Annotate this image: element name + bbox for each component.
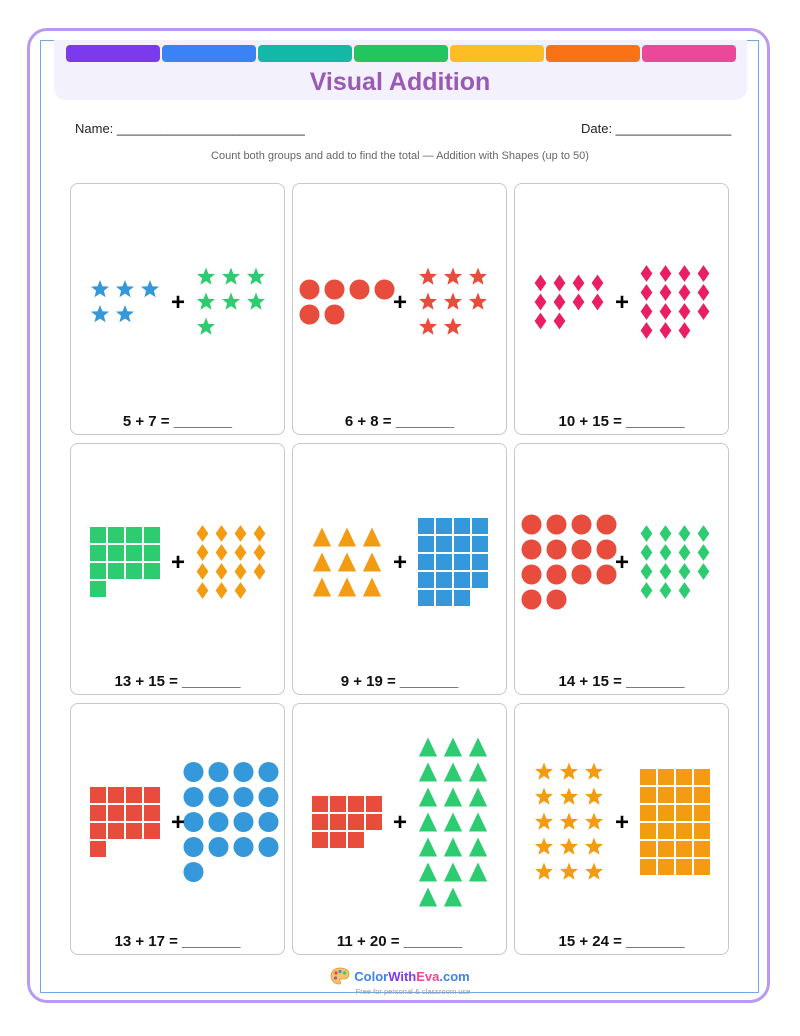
square-shape <box>676 841 692 857</box>
square-shape <box>640 841 656 857</box>
footer-tagline: Free for personal & classroom use <box>355 987 471 996</box>
diamond-shape <box>641 284 653 301</box>
problem-card <box>514 443 729 695</box>
circle-shape <box>234 787 254 807</box>
star-shape <box>116 280 134 297</box>
square-shape <box>658 805 674 821</box>
star-shape <box>560 788 578 805</box>
brand-eva: Eva <box>416 968 440 984</box>
square-shape <box>312 832 328 848</box>
star-shape <box>585 838 603 855</box>
circle-shape <box>522 515 542 535</box>
diamond-shape <box>679 563 691 580</box>
diamond-shape <box>573 294 585 311</box>
plus-sign: + <box>170 289 186 316</box>
circle-shape <box>547 540 567 560</box>
circle-shape <box>547 590 567 610</box>
problem-card <box>70 183 285 435</box>
square-shape <box>330 814 346 830</box>
square-shape <box>90 787 106 803</box>
square-shape <box>676 787 692 803</box>
circle-shape <box>259 762 279 782</box>
triangle-shape <box>469 763 487 782</box>
star-shape <box>535 863 553 880</box>
shape-groups <box>293 184 505 404</box>
brand-color: Color <box>354 968 389 984</box>
problem-card <box>292 443 507 695</box>
square-shape <box>90 805 106 821</box>
diamond-shape <box>254 544 266 561</box>
square-shape <box>418 554 434 570</box>
shape-groups <box>515 444 727 664</box>
square-shape <box>108 527 124 543</box>
diamond-shape <box>573 275 585 292</box>
page-title: Visual Addition <box>309 68 491 96</box>
square-shape <box>418 572 434 588</box>
star-shape <box>535 763 553 780</box>
circle-shape <box>325 305 345 325</box>
square-shape <box>472 518 488 534</box>
shape-groups <box>71 704 283 924</box>
star-shape <box>222 293 240 310</box>
triangle-shape <box>469 863 487 882</box>
square-shape <box>658 787 674 803</box>
diamond-shape <box>535 294 547 311</box>
circle-shape <box>184 812 204 832</box>
square-shape <box>676 859 692 875</box>
star-shape <box>535 838 553 855</box>
square-shape <box>436 590 452 606</box>
triangle-shape <box>313 578 331 597</box>
square-shape <box>418 518 434 534</box>
plus-sign: + <box>392 289 408 316</box>
circle-shape <box>572 540 592 560</box>
star-shape <box>247 293 265 310</box>
square-shape <box>418 536 434 552</box>
square-shape <box>694 769 710 785</box>
problem-card <box>70 703 285 955</box>
star-shape <box>141 280 159 297</box>
circle-shape <box>572 565 592 585</box>
square-shape <box>330 832 346 848</box>
diamond-shape <box>641 322 653 339</box>
triangle-shape <box>338 578 356 597</box>
color-stripe <box>546 45 640 62</box>
square-shape <box>472 572 488 588</box>
star-shape <box>247 268 265 285</box>
diamond-shape <box>698 525 710 542</box>
star-shape <box>535 788 553 805</box>
diamond-shape <box>660 563 672 580</box>
brand-logo <box>0 967 800 988</box>
square-shape <box>658 769 674 785</box>
star-shape <box>197 293 215 310</box>
diamond-shape <box>235 544 247 561</box>
square-shape <box>454 554 470 570</box>
square-shape <box>436 572 452 588</box>
square-shape <box>472 536 488 552</box>
circle-shape <box>184 862 204 882</box>
equation: 9 + 19 = _______ <box>340 673 459 690</box>
square-shape <box>108 823 124 839</box>
star-shape <box>419 318 437 335</box>
square-shape <box>676 805 692 821</box>
diamond-shape <box>216 563 228 580</box>
diamond-shape <box>216 544 228 561</box>
star-shape <box>469 293 487 310</box>
square-shape <box>640 823 656 839</box>
square-shape <box>108 787 124 803</box>
circle-shape <box>325 280 345 300</box>
square-shape <box>694 787 710 803</box>
triangle-shape <box>363 528 381 547</box>
equation: 13 + 17 = _______ <box>114 933 241 950</box>
footer <box>0 967 800 996</box>
shape-groups <box>293 704 505 924</box>
problem-card <box>292 183 507 435</box>
star-shape <box>197 268 215 285</box>
square-shape <box>640 787 656 803</box>
circle-shape <box>234 812 254 832</box>
square-shape <box>658 823 674 839</box>
diamond-shape <box>197 544 209 561</box>
circle-shape <box>547 565 567 585</box>
square-shape <box>366 814 382 830</box>
square-shape <box>676 769 692 785</box>
instructions: Count both groups and add to find the total — Addition with Shapes (up to 50) <box>211 150 589 162</box>
diamond-shape <box>235 563 247 580</box>
circle-shape <box>209 787 229 807</box>
star-shape <box>116 305 134 322</box>
diamond-shape <box>660 582 672 599</box>
triangle-shape <box>469 788 487 807</box>
circle-shape <box>184 762 204 782</box>
circle-shape <box>572 515 592 535</box>
triangle-shape <box>444 788 462 807</box>
triangle-shape <box>419 838 437 857</box>
triangle-shape <box>419 738 437 757</box>
star-shape <box>585 763 603 780</box>
star-shape <box>419 268 437 285</box>
circle-shape <box>522 565 542 585</box>
square-shape <box>108 563 124 579</box>
equation: 6 + 8 = _______ <box>344 413 455 430</box>
circle-shape <box>522 590 542 610</box>
square-shape <box>126 787 142 803</box>
diamond-shape <box>698 303 710 320</box>
circle-shape <box>375 280 395 300</box>
diamond-shape <box>592 275 604 292</box>
star-shape <box>535 813 553 830</box>
star-shape <box>444 318 462 335</box>
star-shape <box>585 788 603 805</box>
triangle-shape <box>469 738 487 757</box>
triangle-shape <box>338 553 356 572</box>
equation: 15 + 24 = _______ <box>558 933 685 950</box>
diamond-shape <box>660 284 672 301</box>
triangle-shape <box>444 838 462 857</box>
square-shape <box>90 563 106 579</box>
equation: 14 + 15 = _______ <box>558 673 685 690</box>
circle-shape <box>597 565 617 585</box>
square-shape <box>90 527 106 543</box>
triangle-shape <box>338 528 356 547</box>
star-shape <box>91 280 109 297</box>
circle-shape <box>234 837 254 857</box>
shape-groups <box>71 184 283 404</box>
triangle-shape <box>419 863 437 882</box>
star-shape <box>560 838 578 855</box>
equation: 13 + 15 = _______ <box>114 673 241 690</box>
plus-sign: + <box>614 289 630 316</box>
triangle-shape <box>469 813 487 832</box>
diamond-shape <box>235 525 247 542</box>
square-shape <box>126 563 142 579</box>
triangle-shape <box>313 553 331 572</box>
square-shape <box>640 769 656 785</box>
diamond-shape <box>679 322 691 339</box>
star-shape <box>469 268 487 285</box>
diamond-shape <box>698 563 710 580</box>
diamond-shape <box>197 563 209 580</box>
square-shape <box>312 814 328 830</box>
circle-shape <box>184 787 204 807</box>
square-shape <box>348 814 364 830</box>
square-shape <box>144 787 160 803</box>
diamond-shape <box>660 544 672 561</box>
diamond-shape <box>698 284 710 301</box>
diamond-shape <box>535 275 547 292</box>
plus-sign: + <box>392 549 408 576</box>
plus-sign: + <box>170 549 186 576</box>
diamond-shape <box>254 563 266 580</box>
triangle-shape <box>313 528 331 547</box>
circle-shape <box>300 305 320 325</box>
circle-shape <box>209 812 229 832</box>
plus-sign: + <box>614 549 630 576</box>
circle-shape <box>259 787 279 807</box>
plus-sign: + <box>392 809 408 836</box>
color-stripes <box>66 45 736 62</box>
square-shape <box>330 796 346 812</box>
square-shape <box>126 823 142 839</box>
diamond-shape <box>679 525 691 542</box>
square-shape <box>312 796 328 812</box>
star-shape <box>197 318 215 335</box>
circle-shape <box>184 837 204 857</box>
plus-sign: + <box>170 809 186 836</box>
shape-groups <box>515 704 727 924</box>
triangle-shape <box>419 813 437 832</box>
square-shape <box>640 805 656 821</box>
diamond-shape <box>554 294 566 311</box>
square-shape <box>454 590 470 606</box>
square-shape <box>90 823 106 839</box>
star-shape <box>585 863 603 880</box>
square-shape <box>640 859 656 875</box>
circle-shape <box>300 280 320 300</box>
diamond-shape <box>679 303 691 320</box>
triangle-shape <box>444 813 462 832</box>
square-shape <box>694 823 710 839</box>
problem-card <box>514 183 729 435</box>
equation: 5 + 7 = _______ <box>122 413 233 430</box>
star-shape <box>560 863 578 880</box>
diamond-shape <box>660 303 672 320</box>
square-shape <box>126 545 142 561</box>
diamond-shape <box>197 525 209 542</box>
square-shape <box>144 563 160 579</box>
triangle-shape <box>419 888 437 907</box>
plus-sign: + <box>614 809 630 836</box>
circle-shape <box>209 762 229 782</box>
square-shape <box>436 536 452 552</box>
square-shape <box>144 805 160 821</box>
triangle-shape <box>444 738 462 757</box>
square-shape <box>108 805 124 821</box>
star-shape <box>444 268 462 285</box>
problem-card <box>514 703 729 955</box>
color-stripe <box>642 45 736 62</box>
square-shape <box>418 590 434 606</box>
triangle-shape <box>444 763 462 782</box>
name-field: Name: __________________________ <box>75 121 305 136</box>
diamond-shape <box>554 275 566 292</box>
square-shape <box>126 527 142 543</box>
shape-groups <box>515 184 727 404</box>
square-shape <box>90 545 106 561</box>
square-shape <box>694 859 710 875</box>
triangle-shape <box>419 788 437 807</box>
star-shape <box>560 763 578 780</box>
color-stripe <box>258 45 352 62</box>
diamond-shape <box>679 284 691 301</box>
square-shape <box>694 805 710 821</box>
diamond-shape <box>235 582 247 599</box>
diamond-shape <box>641 525 653 542</box>
circle-shape <box>597 540 617 560</box>
circle-shape <box>597 515 617 535</box>
star-shape <box>91 305 109 322</box>
equation: 11 + 20 = _______ <box>336 933 463 950</box>
circle-shape <box>234 762 254 782</box>
diamond-shape <box>679 265 691 282</box>
diamond-shape <box>641 563 653 580</box>
diamond-shape <box>679 582 691 599</box>
palette-icon <box>330 967 350 988</box>
date-field: Date: ________________ <box>581 121 732 136</box>
square-shape <box>454 536 470 552</box>
circle-shape <box>209 837 229 857</box>
square-shape <box>658 859 674 875</box>
square-shape <box>658 841 674 857</box>
triangle-shape <box>444 863 462 882</box>
star-shape <box>560 813 578 830</box>
diamond-shape <box>592 294 604 311</box>
triangle-shape <box>363 553 381 572</box>
square-shape <box>90 841 106 857</box>
square-shape <box>90 581 106 597</box>
diamond-shape <box>660 525 672 542</box>
shape-groups <box>293 444 505 664</box>
brand-dotcom: .com <box>439 968 470 984</box>
circle-shape <box>259 837 279 857</box>
color-stripe <box>162 45 256 62</box>
diamond-shape <box>197 582 209 599</box>
diamond-shape <box>216 582 228 599</box>
square-shape <box>454 572 470 588</box>
square-shape <box>694 841 710 857</box>
square-shape <box>144 823 160 839</box>
square-shape <box>126 805 142 821</box>
diamond-shape <box>641 265 653 282</box>
star-shape <box>222 268 240 285</box>
star-shape <box>419 293 437 310</box>
circle-shape <box>259 812 279 832</box>
triangle-shape <box>469 838 487 857</box>
diamond-shape <box>698 265 710 282</box>
problem-card <box>292 703 507 955</box>
diamond-shape <box>254 525 266 542</box>
color-stripe <box>66 45 160 62</box>
square-shape <box>366 796 382 812</box>
square-shape <box>472 554 488 570</box>
equation: 10 + 15 = _______ <box>558 413 685 430</box>
triangle-shape <box>363 578 381 597</box>
problem-card <box>70 443 285 695</box>
diamond-shape <box>216 525 228 542</box>
diamond-shape <box>554 313 566 330</box>
square-shape <box>144 545 160 561</box>
circle-shape <box>522 540 542 560</box>
square-shape <box>454 518 470 534</box>
circle-shape <box>547 515 567 535</box>
square-shape <box>108 545 124 561</box>
diamond-shape <box>641 582 653 599</box>
diamond-shape <box>660 322 672 339</box>
star-shape <box>444 293 462 310</box>
brand-with: With <box>388 968 417 984</box>
square-shape <box>676 823 692 839</box>
diamond-shape <box>660 265 672 282</box>
diamond-shape <box>641 303 653 320</box>
triangle-shape <box>444 888 462 907</box>
shape-groups <box>71 444 283 664</box>
diamond-shape <box>641 544 653 561</box>
circle-shape <box>350 280 370 300</box>
square-shape <box>436 518 452 534</box>
square-shape <box>348 832 364 848</box>
diamond-shape <box>698 544 710 561</box>
triangle-shape <box>419 763 437 782</box>
square-shape <box>348 796 364 812</box>
square-shape <box>144 527 160 543</box>
star-shape <box>585 813 603 830</box>
color-stripe <box>450 45 544 62</box>
color-stripe <box>354 45 448 62</box>
diamond-shape <box>535 313 547 330</box>
diamond-shape <box>679 544 691 561</box>
square-shape <box>436 554 452 570</box>
